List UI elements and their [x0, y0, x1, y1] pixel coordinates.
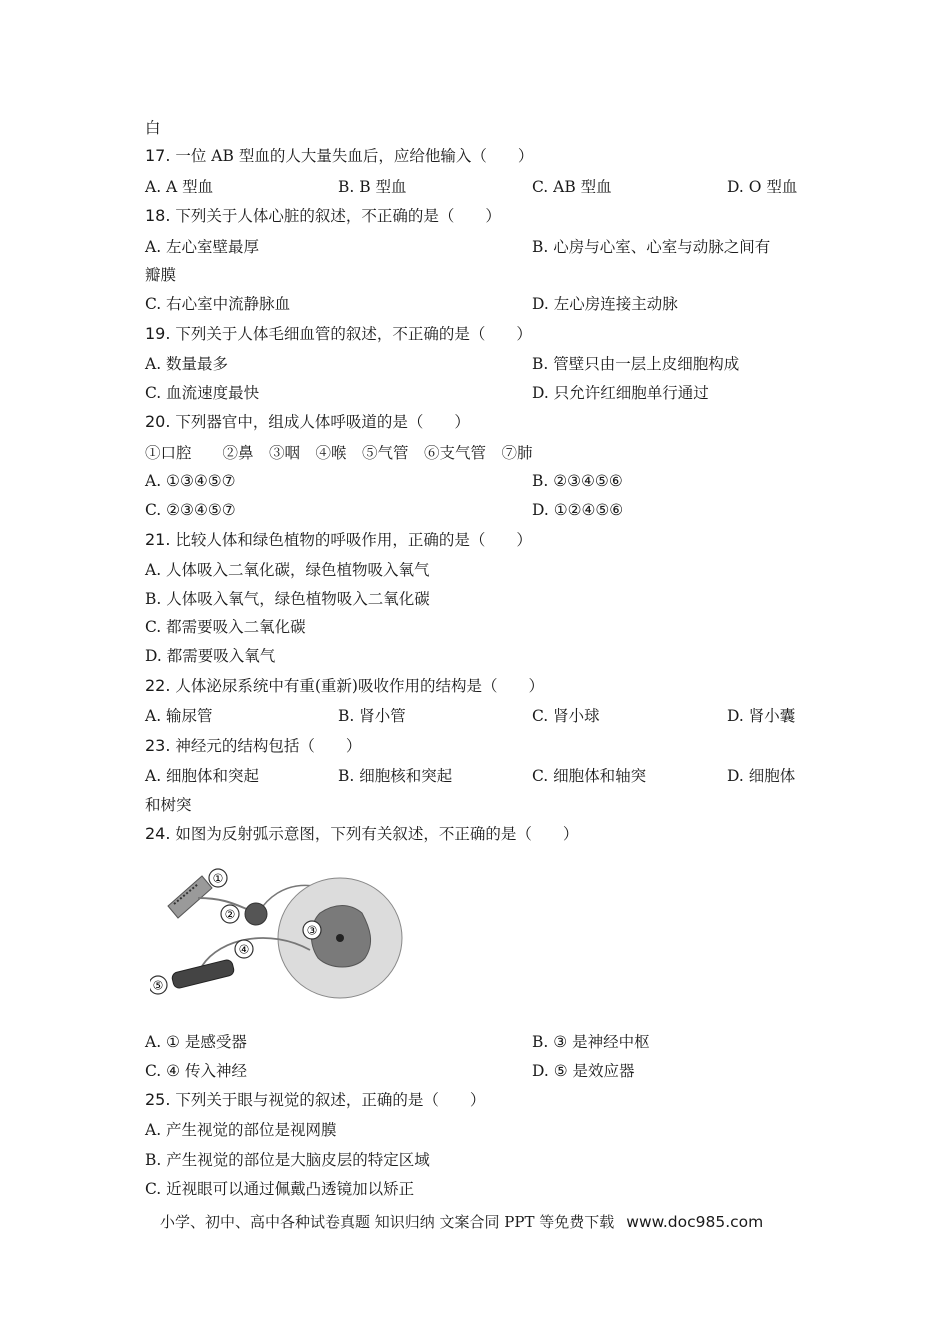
option-a: A. A 型血 [145, 178, 214, 196]
question-18 [145, 206, 501, 226]
option-c: C. ④ 传入神经 [145, 1062, 247, 1080]
question-number: 25. [145, 1090, 171, 1109]
question-22 [145, 676, 544, 696]
option-a: A. 数量最多 [145, 355, 229, 373]
question-number: 24. [145, 824, 171, 843]
organ-list: ①口腔 ②鼻 ③咽 ④喉 ⑤气管 ⑥支气管 ⑦肺 [145, 444, 533, 462]
option-b: B. 细胞核和突起 [338, 767, 453, 785]
option-c: C. 血流速度最快 [145, 384, 260, 402]
reflex-arc-figure [150, 858, 410, 1008]
option-b: B. 产生视觉的部位是大脑皮层的特定区域 [145, 1151, 430, 1169]
option-b: B. ③ 是神经中枢 [532, 1033, 650, 1051]
figure-label-4-icon [235, 940, 253, 958]
question-number: 20. [145, 412, 171, 431]
receptor-skin-shape [168, 876, 212, 918]
question-24 [145, 824, 578, 844]
page-footer [160, 1212, 763, 1232]
question-stem: 比较人体和绿色植物的呼吸作用，正确的是（ ） [170, 531, 532, 549]
question-20 [145, 412, 470, 432]
option-c: C. ②③④⑤⑦ [145, 501, 236, 519]
option-d: D. 肾小囊 [727, 707, 796, 725]
question-17 [145, 146, 533, 166]
question-stem: 下列关于人体心脏的叙述，不正确的是（ ） [170, 207, 501, 225]
svg-text:④: ④ [238, 942, 250, 957]
svg-text:②: ② [224, 907, 236, 922]
option-d: D. ①②④⑤⑥ [532, 501, 624, 519]
question-21 [145, 530, 532, 550]
option-c: C. 都需要吸入二氧化碳 [145, 618, 306, 636]
option-c: C. 右心室中流静脉血 [145, 295, 291, 313]
ganglion-shape [245, 903, 267, 925]
option-d: D. 都需要吸入氧气 [145, 647, 276, 665]
option-b: B. 管壁只由一层上皮细胞构成 [532, 355, 740, 373]
continuation-text: 白 [145, 119, 161, 137]
question-number: 23. [145, 736, 171, 755]
figure-label-1-icon [209, 869, 227, 887]
question-stem: 如图为反射弧示意图，下列有关叙述，不正确的是（ ） [170, 825, 579, 843]
option-a: A. 输尿管 [145, 707, 213, 725]
option-d: D. 左心房连接主动脉 [532, 295, 678, 313]
option-a: A. 细胞体和突起 [145, 767, 260, 785]
option-a: A. ① 是感受器 [145, 1033, 247, 1051]
option-d: D. 细胞体 [727, 767, 796, 785]
question-stem: 一位 AB 型血的人大量失血后，应给他输入（ ） [170, 147, 534, 165]
option-c: C. 近视眼可以通过佩戴凸透镜加以矫正 [145, 1180, 415, 1198]
option-c: C. AB 型血 [532, 178, 612, 196]
svg-text:①: ① [212, 871, 224, 886]
footer-url: www.doc985.com [626, 1213, 764, 1231]
option-a: A. 人体吸入二氧化碳，绿色植物吸入氧气 [145, 561, 430, 579]
option-d: D. O 型血 [727, 178, 798, 196]
question-19 [145, 324, 532, 344]
question-number: 21. [145, 530, 171, 549]
option-a: A. 左心室壁最厚 [145, 238, 260, 256]
option-a: A. ①③④⑤⑦ [145, 472, 236, 490]
option-d: D. 只允许红细胞单行通过 [532, 384, 709, 402]
question-stem: 下列器官中，组成人体呼吸道的是（ ） [170, 413, 470, 431]
question-25 [145, 1090, 485, 1110]
question-number: 18. [145, 206, 171, 225]
question-stem: 下列关于人体毛细血管的叙述，不正确的是（ ） [170, 325, 532, 343]
question-number: 17. [145, 146, 171, 165]
question-stem: 下列关于眼与视觉的叙述，正确的是（ ） [170, 1091, 486, 1109]
question-stem: 神经元的结构包括（ ） [170, 737, 362, 755]
option-c: C. 肾小球 [532, 707, 600, 725]
option-b-continuation: 瓣膜 [145, 266, 177, 284]
figure-label-2-icon [221, 905, 239, 923]
footer-text: 小学、初中、高中各种试卷真题 知识归纳 文案合同 PPT 等免费下载 [160, 1213, 615, 1231]
option-b: B. 肾小管 [338, 707, 406, 725]
option-b: B. B 型血 [338, 178, 407, 196]
question-stem: 人体泌尿系统中有重(重新)吸收作用的结构是（ ） [170, 677, 544, 695]
option-b: B. 心房与心室、心室与动脉之间有 [532, 238, 771, 256]
question-number: 19. [145, 324, 171, 343]
figure-label-5-icon [150, 976, 167, 994]
option-d: D. ⑤ 是效应器 [532, 1062, 635, 1080]
figure-label-3-icon [303, 921, 321, 939]
option-b: B. 人体吸入氧气，绿色植物吸入二氧化碳 [145, 590, 430, 608]
svg-text:⑤: ⑤ [152, 978, 164, 993]
option-c: C. 细胞体和轴突 [532, 767, 647, 785]
question-number: 22. [145, 676, 171, 695]
option-a: A. 产生视觉的部位是视网膜 [145, 1121, 337, 1139]
option-d-continuation: 和树突 [145, 796, 192, 814]
svg-text:③: ③ [306, 923, 318, 938]
question-23 [145, 736, 361, 756]
option-b: B. ②③④⑤⑥ [532, 472, 623, 490]
